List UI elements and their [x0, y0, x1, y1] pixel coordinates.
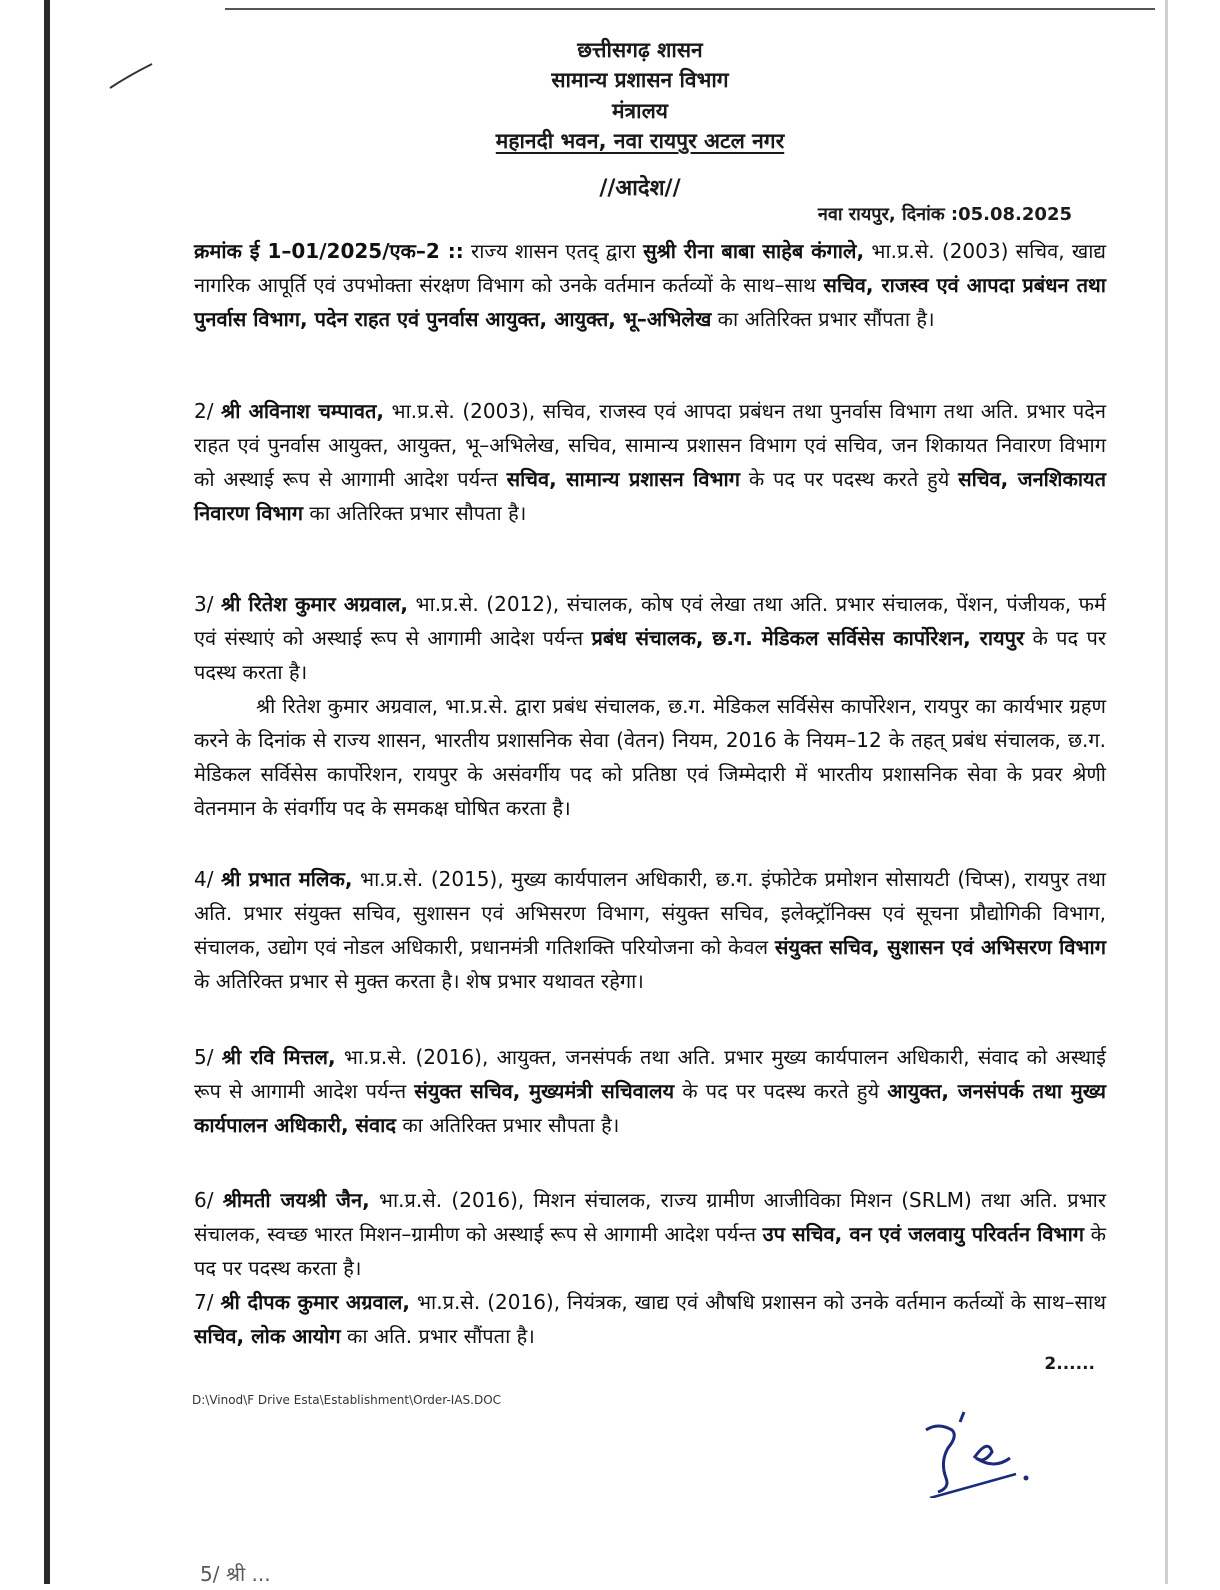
paragraph-1 — [194, 234, 1106, 336]
p2-text-3: का अतिरिक्त प्रभार सौपता है। — [302, 501, 527, 525]
p4-text-1: भा.प्र.से. (2015), मुख्य कार्यपालन अधिकारी, छ.ग. इंफोटेक प्रमोशन सोसायटी (चिप्स), रायपुर तथा अति. प्रभार संयुक्त सचिव, सुशासन एवं अभिसरण विभाग, संयुक्त सचिव, इलेक्ट्रॉनिक्स एवं सूचना प्रौद्योगिकी विभाग, संचालक, उद्योग एवं नोडल अधिकारी, प्रधानमंत्री गतिशक्ति परियोजना को केवल — [194, 867, 1106, 959]
p1-text-3: का अतिरिक्त प्रभार सौंपता है। — [711, 307, 935, 331]
p5-text-2: के पद पर पदस्थ करते हुये — [674, 1079, 888, 1103]
p7-number: 7/ — [194, 1290, 221, 1314]
p1-officer-name: सुश्री रीना बाबा साहेब कंगाले, — [643, 239, 865, 263]
p3-text-2: के पद पर पदस्थ करता है। — [194, 626, 1107, 684]
p5-charge: आयुक्त, जनसंपर्क तथा मुख्य कार्यपालन अधिकारी, संवाद — [194, 1079, 1106, 1137]
p4-number: 4/ — [194, 867, 222, 891]
p1-text-1: राज्य शासन एतद् द्वारा — [463, 239, 644, 263]
p2-officer-name: श्री अविनाश चम्पावत, — [221, 399, 384, 423]
department-heading: सामान्य प्रशासन विभाग — [551, 68, 729, 92]
order-number: क्रमांक ई 1–01/2025/एक–2 :: — [194, 239, 464, 263]
p7-officer-name: श्री दीपक कुमार अग्रवाल, — [220, 1290, 410, 1314]
p5-text-1: भा.प्र.से. (2016), आयुक्त, जनसंपर्क तथा अति. प्रभार मुख्य कार्यपालन अधिकारी, संवाद को अस्थाई रूप से आगामी आदेश पर्यन्त — [194, 1045, 1106, 1103]
p6-posting: उप सचिव, वन एवं जलवायु परिवर्तन विभाग — [762, 1222, 1085, 1246]
order-title: //आदेश// — [599, 176, 681, 201]
date-line: नवा रायपुर, दिनांक :05.08.2025 — [817, 204, 1072, 225]
p4-charge: संयुक्त सचिव, सुशासन एवं अभिसरण विभाग — [774, 935, 1106, 959]
p1-text-2: भा.प्र.से. (2003) सचिव, खाद्य नागरिक आपूर्ति एवं उपभोक्ता संरक्षण विभाग को उनके वर्तमान कर्तव्यों के साथ–साथ — [194, 239, 1106, 297]
paragraph-5 — [194, 1040, 1106, 1142]
scan-left-margin — [0, 0, 44, 1584]
paragraph-3-continuation: श्री रितेश कुमार अग्रवाल, भा.प्र.से. द्वारा प्रबंध संचालक, छ.ग. मेडिकल सर्विसेस कार्पोरेशन, रायपुर का कार्यभार ग्रहण करने के दिनांक से राज्य शासन, भारतीय प्रशासनिक सेवा (वेतन) नियम, 2016 के नियम–12 के तहत् प्रबंध संचालक, छ.ग. मेडिकल सर्विसेस कार्पोरेशन, रायपुर के असंवर्गीय पद को प्रतिष्ठा एवं जिम्मेदारी में भारतीय प्रशासनिक सेवा के प्रवर श्रेणी वेतनमान के संवर्गीय पद के समकक्ष घोषित करता है। — [194, 694, 1106, 820]
paragraph-7 — [194, 1285, 1106, 1353]
p6-officer-name: श्रीमती जयश्री जैन, — [222, 1188, 370, 1212]
address-text: महानदी भवन, नवा रायपुर अटल नगर — [495, 129, 785, 153]
p6-text-1: भा.प्र.से. (2016), मिशन संचालक, राज्य ग्रामीण आजीविका मिशन (SRLM) तथा अति. प्रभार संचालक, स्वच्छ भारत मिशन–ग्रामीण को अस्थाई रूप से आगामी आदेश पर्यन्त — [194, 1188, 1106, 1246]
file-path: D:\Vinod\F Drive Esta\Establishment\Order-IAS.DOC — [192, 1393, 502, 1407]
p2-charge: सचिव, जनशिकायत निवारण विभाग — [194, 467, 1106, 525]
state-government-heading: छत्तीसगढ़ शासन — [577, 38, 703, 62]
scan-right-margin — [1168, 0, 1220, 1584]
cut-off-next-paragraph: 5/ श्री ... — [200, 1562, 271, 1586]
paragraph-3 — [194, 587, 1106, 689]
p5-posting: संयुक्त सचिव, मुख्यमंत्री सचिवालय — [414, 1079, 675, 1103]
page-continuation: 2...... — [1044, 1354, 1095, 1374]
signature — [918, 1408, 1038, 1498]
p3-officer-name: श्री रितेश कुमार अग्रवाल, — [221, 592, 408, 616]
p6-number: 6/ — [194, 1188, 223, 1212]
paragraph-6 — [194, 1183, 1106, 1285]
p5-number: 5/ — [194, 1045, 222, 1069]
address-heading — [30, 127, 1220, 155]
p7-charge: सचिव, लोक आयोग — [194, 1324, 341, 1348]
p3-posting: प्रबंध संचालक, छ.ग. मेडिकल सर्विसेस कार्पोरेशन, रायपुर — [591, 626, 1025, 650]
p7-text-2: का अति. प्रभार सौंपता है। — [340, 1324, 535, 1348]
p4-text-2: के अतिरिक्त प्रभार से मुक्त करता है। शेष प्रभार यथावत रहेगा। — [194, 969, 644, 993]
p2-text-2: के पद पर पदस्थ करते हुये — [740, 467, 959, 491]
p2-text-1: भा.प्र.से. (2003), सचिव, राजस्व एवं आपदा प्रबंधन तथा पुनर्वास विभाग तथा अति. प्रभार पदेन राहत एवं पुनर्वास आयुक्त, आयुक्त, भू–अभिलेख, सचिव, सामान्य प्रशासन विभाग एवं सचिव, जन शिकायत निवारण विभाग को अस्थाई रूप से आगामी आदेश पर्यन्त — [194, 399, 1107, 491]
top-page-edge — [225, 8, 1155, 10]
p1-charge: सचिव, राजस्व एवं आपदा प्रबंधन तथा पुनर्वास विभाग, पदेन राहत एवं पुनर्वास आयुक्त, आयुक्त, भू–अभिलेख — [194, 273, 1106, 331]
p7-text-1: भा.प्र.से. (2016), नियंत्रक, खाद्य एवं औषधि प्रशासन को उनके वर्तमान कर्तव्यों के साथ–साथ — [409, 1290, 1106, 1314]
p3-text-1: भा.प्र.से. (2012), संचालक, कोष एवं लेखा तथा अति. प्रभार संचालक, पेंशन, पंजीयक, फर्म एवं संस्थाएं को अस्थाई रूप से आगामी आदेश पर्यन्त — [194, 592, 1106, 650]
p2-number: 2/ — [194, 399, 222, 423]
ministry-heading: मंत्रालय — [611, 99, 668, 123]
scan-left-shadow — [44, 0, 50, 1584]
paragraph-2 — [194, 394, 1106, 530]
p3-number: 3/ — [194, 592, 222, 616]
p2-posting: सचिव, सामान्य प्रशासन विभाग — [506, 467, 740, 491]
p4-officer-name: श्री प्रभात मलिक, — [221, 867, 353, 891]
p5-text-3: का अतिरिक्त प्रभार सौपता है। — [395, 1113, 620, 1137]
paragraph-4 — [194, 862, 1106, 998]
p6-text-2: के पद पर पदस्थ करता है। — [194, 1222, 1106, 1280]
p5-officer-name: श्री रवि मित्तल, — [221, 1045, 336, 1069]
